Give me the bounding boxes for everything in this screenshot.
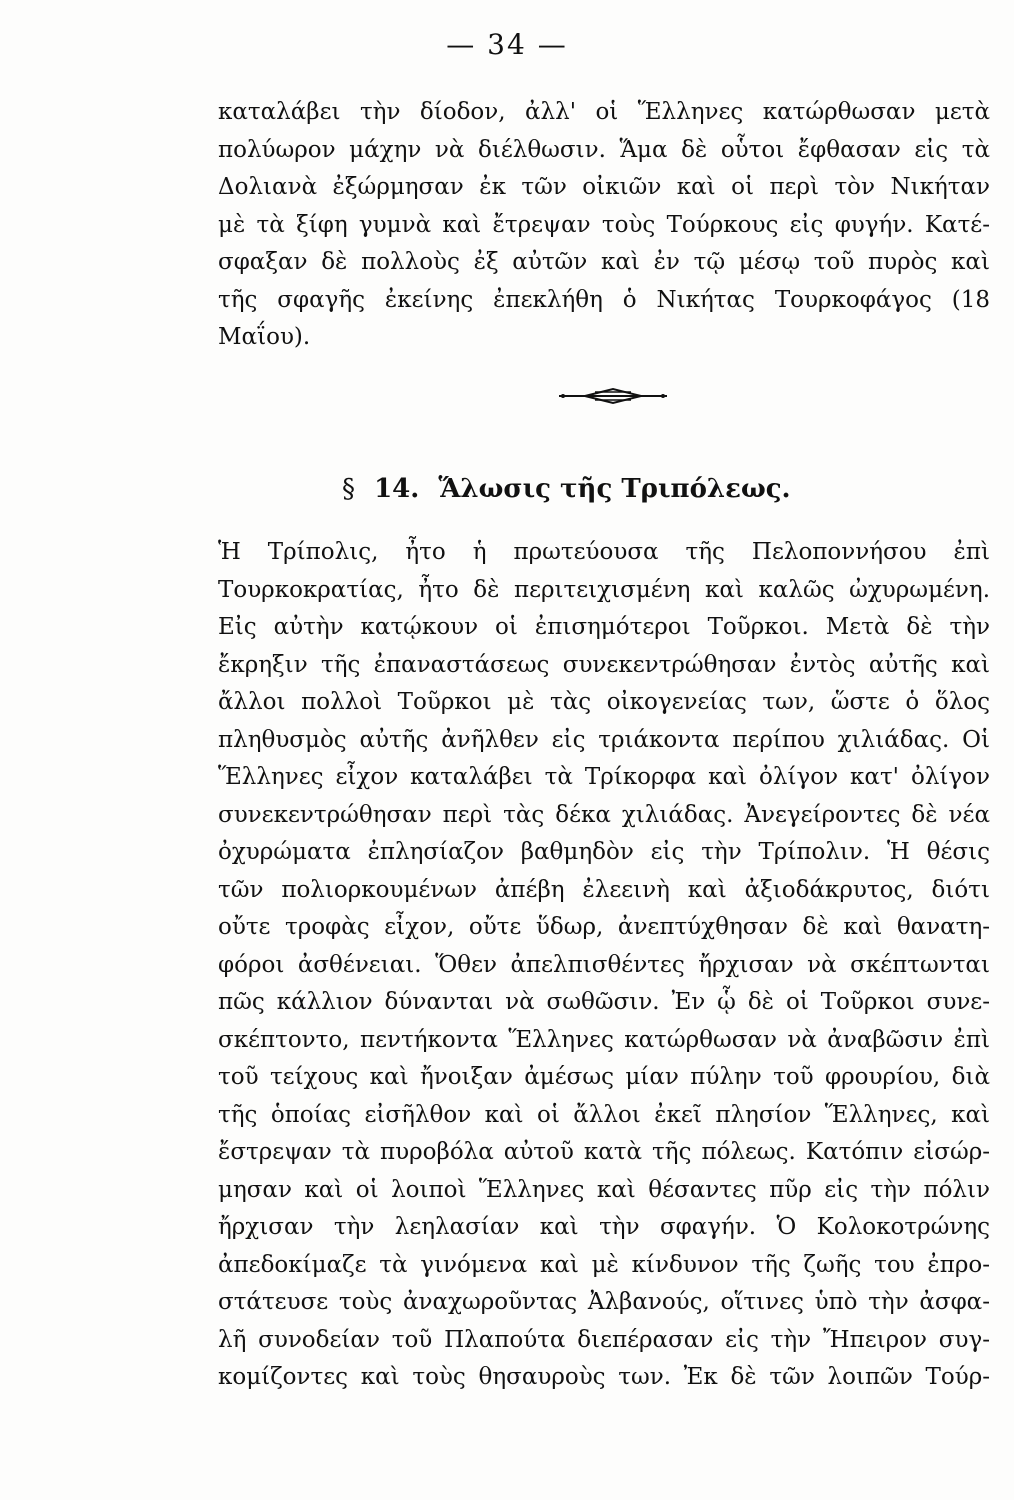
text-line: μὲ τὰ ξίφη γυμνὰ καὶ ἔτρεψαν τοὺς Τούρκους εἰς φυγήν. Κατέ-	[218, 211, 990, 238]
text-line: ἤρχισαν τὴν λεηλασίαν καὶ τὴν σφαγήν. Ὁ Κολοκοτρώνης	[218, 1214, 990, 1240]
text-line: σκέπτοντο, πεντήκοντα Ἕλληνες κατώρθωσαν νὰ ἀναβῶσιν ἐπὶ	[218, 1026, 990, 1053]
text-line: πῶς κάλλιον δύνανται νὰ σωθῶσιν. Ἐν ᾧ δὲ οἱ Τοῦρκοι συνε-	[218, 989, 990, 1015]
text-line: Δολιανὰ ἐξώρμησαν ἐκ τῶν οἰκιῶν καὶ οἱ περὶ τὸν Νικήταν	[218, 174, 990, 200]
text-line: ὀχυρώματα ἐπλησίαζον βαθμηδὸν εἰς τὴν Τρίπολιν. Ἡ θέσις	[218, 839, 990, 865]
text-line: πολύωρον μάχην νὰ διέλθωσιν. Ἅμα δὲ οὗτοι ἔφθασαν εἰς τὰ	[218, 136, 990, 163]
main-paragraph	[218, 534, 990, 1397]
text-line: τῆς σφαγῆς ἐκείνης ἐπεκλήθη ὁ Νικήτας Τουρκοφάγος (18	[218, 286, 990, 313]
text-line: στάτευσε τοὺς ἀναχωροῦντας Ἀλβανούς, οἵτινες ὑπὸ τὴν ἀσφα-	[218, 1289, 990, 1315]
page-number: — 34 —	[446, 28, 568, 61]
text-line: καταλάβει τὴν δίοδον, ἀλλ' οἱ Ἕλληνες κατώρθωσαν μετὰ	[218, 99, 990, 125]
text-line: σφαξαν δὲ πολλοὺς ἐξ αὐτῶν καὶ ἐν τῷ μέσῳ τοῦ πυρὸς καὶ	[218, 249, 990, 275]
text-line: ἔκρηξιν τῆς ἐπαναστάσεως συνεκεντρώθησαν ἐντὸς αὐτῆς καὶ	[218, 651, 990, 678]
text-line: Τουρκοκρατίας, ἦτο δὲ περιτειχισμένη καὶ καλῶς ὠχυρωμένη.	[218, 576, 990, 603]
section-heading	[342, 474, 791, 504]
text-line: ἔστρεψαν τὰ πυροβόλα αὐτοῦ κατὰ τῆς πόλεως. Κατόπιν εἰσώρ-	[218, 1139, 990, 1165]
top-paragraph	[218, 94, 990, 357]
text-line: ἀπεδοκίμαζε τὰ γινόμενα καὶ μὲ κίνδυνον τῆς ζωῆς του ἐπρο-	[218, 1251, 990, 1278]
text-line: φόροι ἀσθένειαι. Ὅθεν ἀπελπισθέντες ἤρχισαν νὰ σκέπτωνται	[218, 951, 990, 978]
decorative-divider-icon	[555, 384, 671, 408]
text-line: συνεκεντρώθησαν περὶ τὰς δέκα χιλιάδας. Ἀνεγείροντες δὲ νέα	[218, 801, 990, 828]
section-title: Ἅλωσις τῆς Τριπόλεως.	[438, 474, 791, 504]
text-line: Μαΐου).	[218, 324, 311, 350]
text-line: τοῦ τείχους καὶ ἤνοιξαν ἀμέσως μίαν πύλην τοῦ φρουρίου, διὰ	[218, 1064, 990, 1090]
text-line: ἄλλοι πολλοὶ Τοῦρκοι μὲ τὰς οἰκογενείας των, ὥστε ὁ ὅλος	[218, 689, 990, 715]
text-line: τῶν πολιορκουμένων ἀπέβη ἐλεεινὴ καὶ ἀξιοδάκρυτος, διότι	[218, 876, 990, 903]
text-line: λῆ συνοδείαν τοῦ Πλαπούτα διεπέρασαν εἰς τὴν Ἤπειρον συγ-	[218, 1326, 990, 1353]
text-line: Ἕλληνες εἶχον καταλάβει τὰ Τρίκορφα καὶ ὀλίγον κατ' ὀλίγον	[218, 764, 990, 790]
section-number: 14.	[374, 474, 420, 504]
section-mark: §	[342, 474, 355, 504]
text-line: Εἰς αὐτὴν κατῴκουν οἱ ἐπισημότεροι Τοῦρκοι. Μετὰ δὲ τὴν	[218, 614, 990, 640]
text-line: τῆς ὁποίας εἰσῆλθον καὶ οἱ ἄλλοι ἐκεῖ πλησίον Ἕλληνες, καὶ	[218, 1101, 990, 1128]
text-line: οὔτε τροφὰς εἶχον, οὔτε ὕδωρ, ἀνεπτύχθησαν δὲ καὶ θανατη-	[218, 914, 990, 940]
text-line: κομίζοντες καὶ τοὺς θησαυροὺς των. Ἐκ δὲ τῶν λοιπῶν Τούρ-	[218, 1364, 990, 1390]
text-line: πληθυσμὸς αὐτῆς ἀνῆλθεν εἰς τριάκοντα περίπου χιλιάδας. Οἱ	[218, 726, 990, 753]
text-line: Ἡ Τρίπολις, ἦτο ἡ πρωτεύουσα τῆς Πελοποννήσου ἐπὶ	[218, 539, 990, 565]
text-line: μησαν καὶ οἱ λοιποὶ Ἕλληνες καὶ θέσαντες πῦρ εἰς τὴν πόλιν	[218, 1176, 990, 1203]
